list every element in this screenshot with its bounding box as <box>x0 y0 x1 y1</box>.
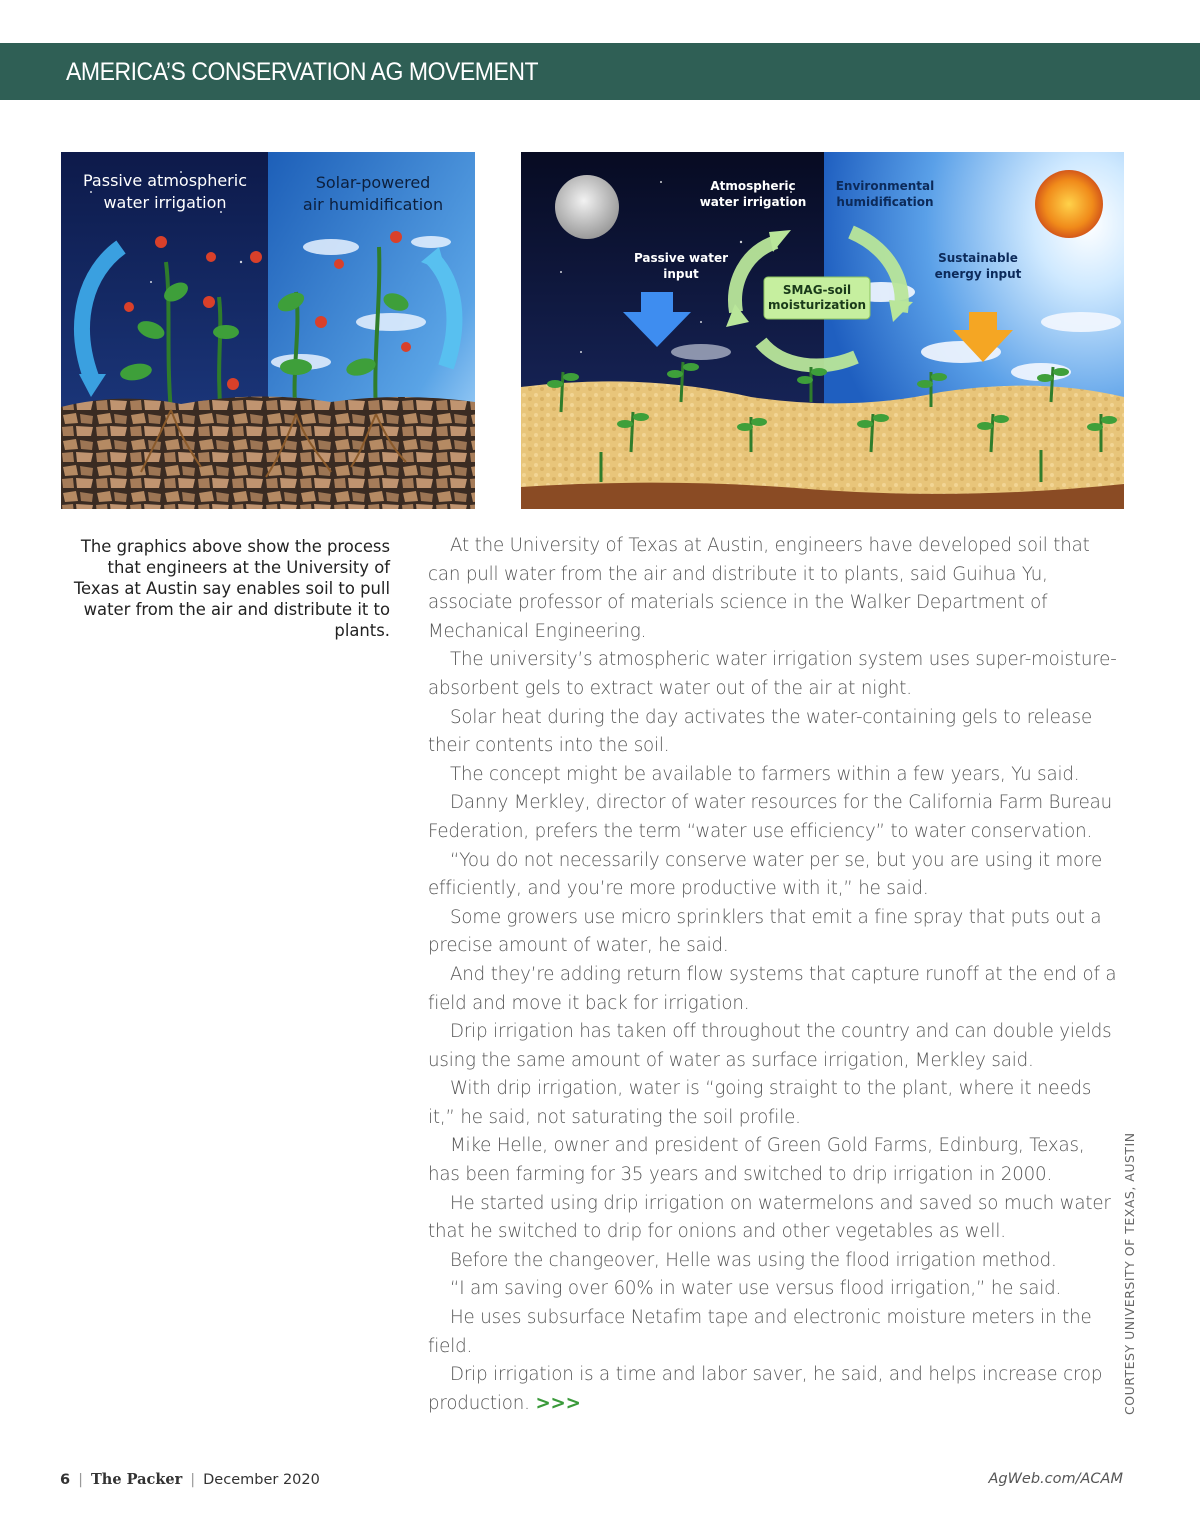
footer-folio <box>60 1471 320 1488</box>
article-paragraph: Mike Helle, owner and president of Green Gold Farms, Edinburg, Texas, has been farming for 35 years and switched to drip irrigation in 2000. <box>428 1135 1085 1186</box>
label-env-humidification: humidification <box>836 195 934 209</box>
photo-credit: COURTESY UNIVERSITY OF TEXAS, AUSTIN <box>1122 1132 1137 1415</box>
article-paragraph: “You do not necessarily conserve water per se, but you are using it more efficiently, and you’re more productive with it,” he said. <box>428 849 1102 900</box>
article-paragraph-text: Drip irrigation is a time and labor saver, he said, and helps increase crop production. <box>428 1364 1103 1414</box>
graphic-smag-cycle <box>521 152 1124 509</box>
label-passive-water: Passive water <box>633 251 729 265</box>
article-paragraph: “I am saving over 60% in water use versus flood irrigation,” he said. <box>450 1278 1062 1300</box>
article-paragraph: Danny Merkley, director of water resources for the California Farm Bureau Federation, prefers the term “water use efficiency” to water conservation. <box>428 792 1113 842</box>
article-paragraph: And they’re adding return flow systems that capture runoff at the end of a field and move it back for irrigation. <box>428 963 1117 1014</box>
label-smag-soil: SMAG-soil <box>782 283 852 297</box>
label-sustainable: Sustainable <box>938 251 1018 265</box>
label-moisturization: moisturization <box>767 298 867 312</box>
label-solar-powered: Solar-powered <box>315 173 431 192</box>
article-paragraph: Some growers use micro sprinklers that emit a fine spray that puts out a precise amount of water, he said. <box>428 906 1102 957</box>
footer-separator: | <box>78 1472 83 1488</box>
label-atmo-water-irrigation: water irrigation <box>699 195 807 209</box>
article-paragraph: At the University of Texas at Austin, engineers have developed soil that can pull water from the air and distribute it to plants, said Guihua Yu, associate professor of materials science in the Walker Department of Mechanical Engineering. <box>428 535 1090 642</box>
section-title: AMERICA’S CONSERVATION AG MOVEMENT <box>66 58 539 86</box>
article-paragraph: He started using drip irrigation on watermelons and saved so much water that he switched to drip for onions and other vegetables as well. <box>428 1192 1111 1243</box>
footer-separator: | <box>190 1472 196 1488</box>
article-paragraph: He uses subsurface Netafim tape and electronic moisture meters in the field. <box>428 1307 1092 1357</box>
article-body <box>428 532 1118 1418</box>
publication-name: The Packer <box>90 1471 183 1488</box>
graphic-passive-irrigation <box>61 152 475 509</box>
article-paragraph: Solar heat during the day activates the water-containing gels to release their contents into the soil. <box>428 706 1093 757</box>
page-number: 6 <box>60 1472 71 1488</box>
label-passive-input: input <box>663 267 699 281</box>
issue-date: December 2020 <box>203 1472 320 1488</box>
label-air-humidification: air humidification <box>302 195 444 214</box>
label-passive-atmospheric: Passive atmospheric <box>83 171 247 190</box>
article-paragraph: Drip irrigation has taken off throughout the country and can double yields using the same amount of water as surface irrigation, Merkley said. <box>428 1021 1112 1071</box>
continue-marker: >>> <box>535 1392 581 1414</box>
article-paragraph-last <box>428 1361 1118 1418</box>
figure-caption: The graphics above show the process that engineers at the University of Texas at Austin say enables soil to pull water from the air and distribute it to plants. <box>73 537 390 640</box>
article-paragraph: With drip irrigation, water is “going straight to the plant, where it needs it,” he said, not saturating the soil profile. <box>428 1078 1092 1128</box>
section-banner <box>0 43 1200 100</box>
article-paragraph: Before the changeover, Helle was using the flood irrigation method. <box>450 1249 1057 1271</box>
article-paragraph: The university’s atmospheric water irrigation system uses super-moisture-absorbent gels to extract water out of the air at night. <box>428 649 1117 699</box>
label-atmospheric: Atmospheric <box>710 179 796 193</box>
label-water-irrigation: water irrigation <box>103 193 227 212</box>
footer-website: AgWeb.com/ACAM <box>988 1471 1123 1487</box>
article-paragraph: The concept might be available to farmers within a few years, Yu said. <box>450 763 1080 785</box>
label-environmental: Environmental <box>835 179 935 193</box>
label-energy-input: energy input <box>934 267 1022 281</box>
